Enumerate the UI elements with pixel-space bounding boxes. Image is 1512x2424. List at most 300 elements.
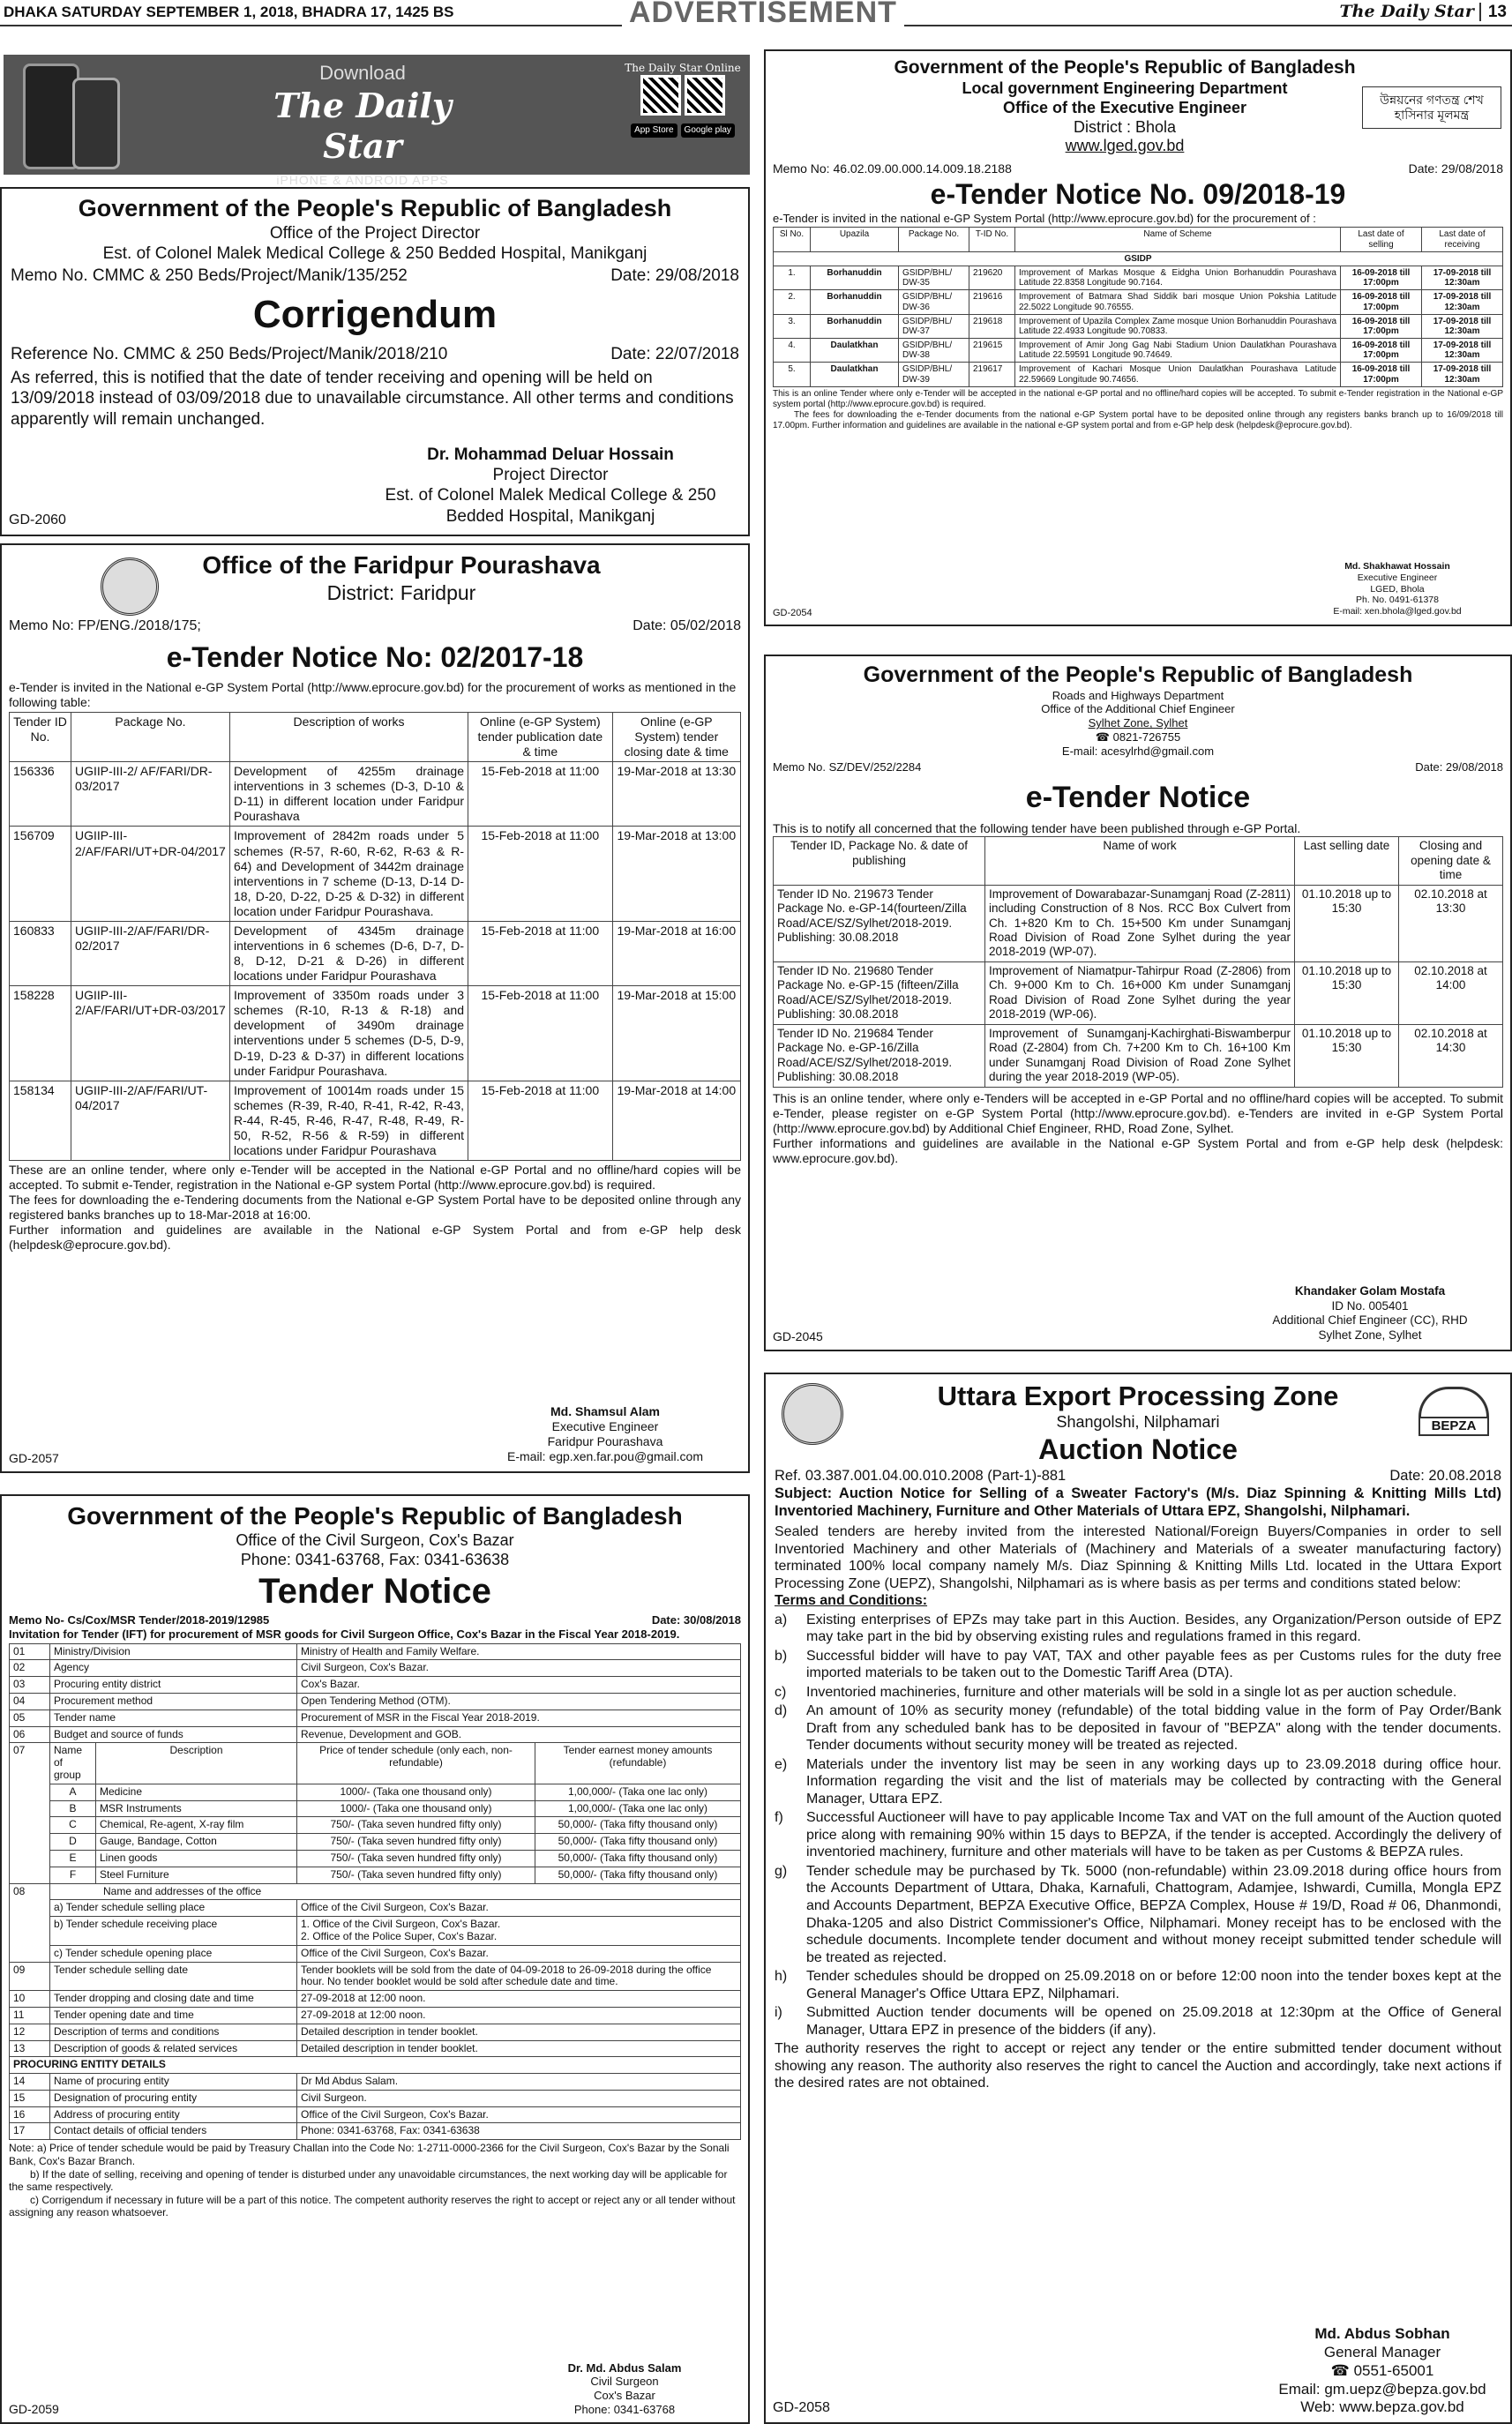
cell: 02 — [10, 1660, 50, 1677]
cell: Improvement of Batmara Shad Siddik bari mosque Union Pokshia Latitude 22.5022 Longitude 90.76555. — [1015, 290, 1341, 314]
memo-date: Date: 30/08/2018 — [651, 1612, 741, 1627]
signatory-org: Faridpur Pourashava — [547, 1433, 663, 1448]
header-cell: T-ID No. — [969, 228, 1015, 251]
notice-title: e-Tender Notice No. 09/2018-19 — [930, 177, 1346, 210]
table-row — [10, 2040, 741, 2057]
cell: 219615 — [969, 339, 1015, 363]
cell: 02.10.2018 at 14:00 — [1399, 961, 1503, 1024]
table-row — [10, 1945, 741, 1962]
cell: 14 — [10, 2074, 50, 2091]
cell: Description of terms and conditions — [50, 2024, 297, 2040]
reference-date: Date: 22/07/2018 — [610, 345, 739, 364]
memo-date: Date: 05/02/2018 — [632, 618, 741, 634]
logo-label: BEPZA — [1418, 1417, 1489, 1436]
cell: 16-09-2018 till 17:00pm — [1341, 363, 1422, 386]
google-play-badge[interactable]: Google play — [681, 123, 735, 138]
cell: 27-09-2018 at 12:00 noon. — [297, 2007, 741, 2024]
cell: 160833 — [10, 921, 71, 985]
cell: Chemical, Re-agent, X-ray film — [96, 1817, 297, 1834]
table-row — [10, 827, 741, 921]
list-item — [775, 1968, 1501, 2002]
list-item — [775, 1684, 1501, 1702]
item-marker: h) — [775, 1969, 788, 1985]
table-row — [10, 1817, 741, 1834]
ad-subheading: Phone: 0341-63768, Fax: 0341-63638 — [240, 1551, 510, 1569]
gd-code: GD-2054 — [773, 607, 812, 618]
cell: 50,000/- (Taka fifty thousand only) — [535, 1867, 741, 1883]
cell: Ministry/Division — [50, 1643, 297, 1660]
table-row — [10, 1834, 741, 1851]
list-item — [775, 1702, 1501, 1754]
table-row — [10, 2024, 741, 2040]
cell: 219616 — [969, 290, 1015, 314]
table-row — [10, 1800, 741, 1817]
list-item — [775, 1612, 1501, 1646]
header-cell: Package No. — [899, 228, 969, 251]
cell: Improvement of Upazila Complex Zame mosque Union Borhanuddin Pourashava Latitude 22.4933 Longitude 90.70833. — [1015, 314, 1341, 338]
coxs-bazar-tender-ad — [0, 1494, 750, 2424]
table-header — [774, 837, 1503, 885]
cell: Tender name — [50, 1710, 297, 1726]
cell: Civil Surgeon, Cox's Bazar. — [297, 1660, 741, 1677]
cell: Phone: 0341-63768, Fax: 0341-63638 — [297, 2123, 741, 2140]
ad-subheading: Shangolshi, Nilphamari — [1056, 1412, 1220, 1431]
cell: Steel Furniture — [96, 1867, 297, 1883]
item-marker: a) — [775, 1612, 788, 1627]
cell: Detailed description in tender booklet. — [297, 2024, 741, 2040]
table-row — [10, 986, 741, 1081]
table-row — [10, 921, 741, 985]
table-row — [10, 1643, 741, 1660]
ad-subheading: Office of the Additional Chief Engineer — [1041, 702, 1235, 716]
header-cell: Package No. — [71, 712, 230, 761]
item-text: Inventoried machineries, furniture and other materials will be sold in a single lot as per auction schedule. — [806, 1684, 1457, 1700]
signatory-name: Dr. Mohammad Deluar Hossain — [427, 445, 674, 464]
cell: 15-Feb-2018 at 11:00 — [468, 827, 613, 921]
cell: Name and addresses of the office — [50, 1883, 741, 1900]
notice-title: Tender Notice — [258, 1572, 491, 1612]
signatory-name: Khandaker Golam Mostafa — [1294, 1284, 1446, 1298]
signatory-title: Additional Chief Engineer (CC), RHD — [1272, 1313, 1468, 1328]
cell: 01 — [10, 1643, 50, 1660]
cell: 10 — [10, 1991, 50, 2008]
table-row — [774, 314, 1503, 338]
cell: UGIIP-III-2/AF/FARI/UT+DR-03/2017 — [71, 986, 230, 1081]
table-row — [10, 1660, 741, 1677]
cell: Daulatkhan — [811, 363, 899, 386]
item-marker: g) — [775, 1863, 788, 1879]
signatory-title: General Manager — [1323, 2344, 1441, 2361]
intro-text: e-Tender is invited in the National e-GP System Portal (http://www.eprocure.gov.bd) for the procurement of works as mentioned in the following table: — [9, 679, 737, 709]
cell: 12 — [10, 2024, 50, 2040]
table-row — [774, 251, 1503, 266]
signatory-email[interactable]: Email: gm.uepz@bepza.gov.bd — [1278, 2380, 1486, 2398]
reference-no: Ref. 03.387.001.04.00.010.2008 (Part-1)-881 — [775, 1467, 1067, 1484]
cell: 19-Mar-2018 at 15:00 — [612, 986, 740, 1081]
tender-table — [773, 227, 1503, 386]
cell: E — [50, 1850, 96, 1867]
notice-title: e-Tender Notice No: 02/2017-18 — [166, 640, 584, 673]
platforms-label: iPHONE & ANDROID APPS — [276, 172, 449, 187]
cell: 11 — [10, 2007, 50, 2024]
cell: 1,00,000/- (Taka one lac only) — [535, 1800, 741, 1817]
cell: Contact details of official tenders — [50, 2123, 297, 2140]
body-text: Sealed tenders are hereby invited from the interested National/Foreign Buyers/Companies in order to sell Inventoried Machinery and other Materials of (Machinery and Materials of a sweater manufacturing factory) terminated 100% local company namely M/s. Diaz Spinning & Knitting Mills Ltd. located in the Uttara Export Processing Zone (UEPZ), Shangolshi, Nilphamari as is where basis as per terms and conditions stated below: — [775, 1524, 1501, 1591]
group-label: GSIDP — [774, 251, 1503, 266]
signatory-org: Est. of Colonel Malek Medical College & 250 Bedded Hospital, Manikganj — [385, 486, 716, 526]
faridpur-tender-ad — [0, 543, 750, 1473]
cell: 219617 — [969, 363, 1015, 386]
intro-text: This is to notify all concerned that the following tender have been published through e-GP Portal. — [773, 821, 1301, 836]
header-cell: Tender ID, Package No. & date of publishing — [774, 837, 985, 885]
ad-heading: Government of the People's Republic of Bangladesh — [863, 662, 1413, 687]
signatory-website[interactable]: Web: www.bepza.gov.bd — [1300, 2398, 1464, 2416]
memo-date: Date: 29/08/2018 — [610, 266, 739, 286]
cell: Tender ID No. 219684 Tender Package No. e-GP-16/Zilla Road/ACE/SZ/Sylhet/2018-2019. Publishing: 30.08.2018 — [774, 1024, 985, 1087]
phone-graphic — [23, 64, 79, 169]
cell: 50,000/- (Taka fifty thousand only) — [535, 1817, 741, 1834]
cell: 15-Feb-2018 at 11:00 — [468, 1081, 613, 1160]
cell: 50,000/- (Taka fifty thousand only) — [535, 1850, 741, 1867]
intro-text: e-Tender is invited in the national e-GP System Portal (http://www.eprocure.gov.bd) for the procurement of : — [773, 211, 1316, 225]
tender-table — [9, 712, 741, 1161]
cell: 16-09-2018 till 17:00pm — [1341, 314, 1422, 338]
cell: 07 — [10, 1743, 50, 1883]
gd-code: GD-2060 — [9, 512, 66, 528]
cell: 19-Mar-2018 at 14:00 — [612, 1081, 740, 1160]
cell: 15-Feb-2018 at 11:00 — [468, 986, 613, 1081]
brand-logo: The Daily Star — [273, 85, 452, 167]
cell: 750/- (Taka seven hundred fifty only) — [297, 1817, 535, 1834]
table-row — [10, 2074, 741, 2091]
phone-graphic-2 — [72, 78, 120, 169]
cell: 02.10.2018 at 13:30 — [1399, 885, 1503, 961]
cell: 19-Mar-2018 at 13:30 — [612, 762, 740, 827]
signatory-title: Civil Surgeon — [590, 2375, 659, 2389]
cell: 16-09-2018 till 17:00pm — [1341, 266, 1422, 289]
cell: Detailed description in tender booklet. — [297, 2040, 741, 2057]
signatory-org: LGED, Bhola — [1370, 583, 1425, 595]
signatory-title: Project Director — [492, 466, 609, 485]
gd-code: GD-2045 — [773, 1328, 823, 1343]
table-row — [10, 1900, 741, 1917]
cell: Borhanuddin — [811, 266, 899, 289]
bepza-logo — [1418, 1387, 1489, 1436]
header-cell: Last date of receiving — [1422, 228, 1503, 251]
ad-heading: Government of the People's Republic of Bangladesh — [78, 195, 672, 221]
ad-subheading: Office of the Civil Surgeon, Cox's Bazar — [236, 1531, 514, 1550]
cell: GSIDP/BHL/ DW-36 — [899, 290, 969, 314]
cell: 750/- (Taka seven hundred fifty only) — [297, 1850, 535, 1867]
cell: 16 — [10, 2106, 50, 2123]
ad-subheading: Office of the Executive Engineer — [1002, 98, 1247, 116]
cell: Improvement of Amir Jong Gag Nabi Stadium Union Daulatkhan Pourashava Latitude 22.59591 Longitude 90.74649. — [1015, 339, 1341, 363]
cell: Civil Surgeon. — [297, 2090, 741, 2106]
cell: 17 — [10, 2123, 50, 2140]
item-text: Successful Auctioneer will have to pay applicable Income Tax and VAT on the full amount of the Auction quoted price along with remaining 90% within 15 days to BEPZA, if the tender is accepted. Accordingly the delivery of inventoried machinery, furniture and other materials will have to be taken as per Customs & BEPZA rules. — [806, 1810, 1501, 1860]
cell: 06 — [10, 1726, 50, 1743]
signatory-org: Sylhet Zone, Sylhet — [1318, 1328, 1422, 1342]
memo-date: Date: 20.08.2018 — [1389, 1467, 1501, 1484]
dateline: DHAKA SATURDAY SEPTEMBER 1, 2018, BHADRA 17, 1425 BS — [4, 4, 454, 20]
cell: Linen goods — [96, 1850, 297, 1867]
memo-no: Memo No- Cs/Cox/MSR Tender/2018-2019/12985 — [9, 1612, 270, 1627]
cell: 01.10.2018 up to 15:30 — [1295, 885, 1399, 961]
cell: Improvement of Markas Mosque & Eidgha Union Borhanuddin Pourashava Latitude 22.8358 Longitude 90.7164. — [1015, 266, 1341, 289]
cell: Tender ID No. 219673 Tender Package No. e-GP-14(fourteen/Zilla Road/ACE/SZ/Sylhet/2018-2019. Publishing: 30.08.2018 — [774, 885, 985, 961]
item-text: Materials under the inventory list may be seen in any working days up to 23.09.2018 during office hour. Information regarding the visit and the list of materials may be collected by contracting with the General Manager, Uttara EPZ. — [806, 1756, 1501, 1807]
ad-subheading: Roads and Highways Department — [1052, 688, 1224, 702]
memo-no: Memo No: FP/ENG./2018/175; — [9, 618, 201, 634]
table-row — [10, 762, 741, 827]
cell: 50,000/- (Taka fifty thousand only) — [535, 1834, 741, 1851]
cell: D — [50, 1834, 96, 1851]
cell: Address of procuring entity — [50, 2106, 297, 2123]
cell: 17-09-2018 till 12:30am — [1422, 339, 1503, 363]
cell: Improvement of 3350m roads under 3 schemes (R-10, R-13 & R-18) and development of 3490m drainage interventions under 5 schemes (D-5, D-9, D-19, D-23 & D-37) in different locations under Faridpur Pourashava. — [230, 986, 468, 1081]
item-text: Successful bidder will have to pay VAT, TAX and other payable fees as per Customs rules for the duty free imported materials to be taken out to the Domestic Tariff Area (DTA). — [806, 1648, 1501, 1681]
list-item — [775, 1809, 1501, 1861]
ad-heading: Government of the People's Republic of Bangladesh — [67, 1502, 683, 1530]
cell: F — [50, 1867, 96, 1883]
uttara-epz-auction-ad — [764, 1373, 1512, 2424]
header-cell: Name of Scheme — [1015, 228, 1341, 251]
cell: UGIIP-III-2/AF/FARI/UT-04/2017 — [71, 1081, 230, 1160]
cell: Office of the Civil Surgeon, Cox's Bazar. — [297, 1900, 741, 1917]
cell: 17-09-2018 till 12:30am — [1422, 290, 1503, 314]
ad-subheading: Est. of Colonel Malek Medical College & 250 Bedded Hospital, Manikganj — [102, 244, 647, 264]
paper-name: The Daily Star — [1339, 2, 1474, 21]
cell: 1. — [774, 266, 811, 289]
list-item — [775, 2004, 1501, 2039]
cell: Agency — [50, 1660, 297, 1677]
table-row — [10, 1784, 741, 1800]
cell: 15 — [10, 2090, 50, 2106]
ad-subheading: District: Faridpur — [326, 581, 476, 605]
table-row — [10, 1743, 741, 1784]
cell: Procurement method — [50, 1693, 297, 1710]
cell: 1000/- (Taka one thousand only) — [297, 1800, 535, 1817]
cell: Improvement of Dowarabazar-Sunamganj Road (Z-2811) including Construction of 8 Nos. RCC Box Culvert from Ch. 1+820 Km to Ch. 15+500 Km under Sunamganj Road Division of Road Zone Sylhet during the year 2018-2019 (WP-07). — [985, 885, 1295, 961]
government-seal-icon — [782, 1383, 843, 1445]
table-row — [10, 1726, 741, 1743]
item-marker: f) — [775, 1810, 783, 1826]
qr-code-icon — [685, 75, 725, 116]
cell: 3. — [774, 314, 811, 338]
qr-code-icon — [640, 75, 681, 116]
table-row — [774, 266, 1503, 289]
cell: Cox's Bazar. — [297, 1677, 741, 1694]
list-item — [775, 1756, 1501, 1808]
cell: Improvement of 10014m roads under 15 schemes (R-39, R-40, R-41, R-42, R-43, R-44, R-45, R-46, R-47, R-48, R-49, R-50, R-52, R-56 & R-59) in different locations under Faridpur Pourashava — [230, 1081, 468, 1160]
cell: 1000/- (Taka one thousand only) — [297, 1784, 535, 1800]
ad-subheading: Local government Engineering Department — [962, 79, 1288, 97]
closing-text: The authority reserves the right to accept or reject any tender or the entire submitted tender document without showing any reason. The authority also reserves the right to cancel the Auction and accordingly, take next actions if the desired rates are not obtained. — [775, 2041, 1501, 2091]
cell: Gauge, Bandage, Cotton — [96, 1834, 297, 1851]
item-text: Submitted Auction tender documents will be opened on 25.09.2018 at 12:30pm at the Office of General Manager, Uttara EPZ in presence of the bidders (if any). — [806, 2005, 1501, 2038]
cell — [297, 1917, 741, 1946]
cell: b) Tender schedule receiving place — [50, 1917, 297, 1946]
invitation-text: Invitation for Tender (IFT) for procurement of MSR goods for Civil Surgeon Office, Cox's Bazar in the Fiscal Year 2018-2019. — [9, 1627, 680, 1641]
header-cell: Price of tender schedule (only each, non-refundable) — [297, 1743, 535, 1784]
cell: A — [50, 1784, 96, 1800]
table-row — [774, 339, 1503, 363]
table-row — [774, 290, 1503, 314]
table-header — [10, 712, 741, 761]
masthead — [0, 0, 1512, 29]
cell: UGIIP-III-2/AF/FARI/DR-02/2017 — [71, 921, 230, 985]
cell: Development of 4255m drainage interventions in 3 schemes (D-3, D-10 & D-11) in different location under Faridpur Pourashava — [230, 762, 468, 827]
cell: Improvement of Kachari Mosque Union Daulatkhan Pourashava Latitude 22.59669 Longitude 90.74656. — [1015, 363, 1341, 386]
contact-phone: 0821-726755 — [1112, 730, 1181, 744]
rhd-sylhet-tender-ad — [764, 655, 1512, 1351]
cell: 15-Feb-2018 at 11:00 — [468, 762, 613, 827]
note-text: c) Corrigendum if necessary in future will be a part of this notice. The competent authority reserves the right to accept or reject any or all tender without assigning any reason whatsoever. — [9, 2193, 736, 2219]
section-header: PROCURING ENTITY DETAILS — [10, 2057, 741, 2074]
item-marker: c) — [775, 1684, 787, 1700]
corrigendum-ad — [0, 187, 750, 536]
contact-email: E-mail: acesylrhd@gmail.com — [1061, 744, 1215, 758]
reference-no: Reference No. CMMC & 250 Beds/Project/Manik/2018/210 — [11, 345, 448, 364]
gd-code: GD-2057 — [9, 1450, 59, 1465]
cell: 17-09-2018 till 12:30am — [1422, 314, 1503, 338]
table-row — [10, 1962, 741, 1991]
notice-title: e-Tender Notice — [1025, 780, 1251, 814]
note-text: Further informations and guidelines are available in the National e-GP System Portal and from e-GP help desk (helpdesk: www.eprocure.gov.bd). — [773, 1135, 1503, 1166]
tender-table — [773, 836, 1503, 1088]
memo-no: Memo No. CMMC & 250 Beds/Project/Manik/135/252 — [11, 266, 408, 286]
lged-bhola-tender-ad — [764, 49, 1512, 626]
cell-line: 2. Office of the Police Super, Cox's Bazar. — [301, 1929, 498, 1942]
cell: Office of the Civil Surgeon, Cox's Bazar. — [297, 2106, 741, 2123]
cell: 15-Feb-2018 at 11:00 — [468, 921, 613, 985]
header-cell: Tender earnest money amounts (refundable) — [535, 1743, 741, 1784]
table-row — [774, 885, 1503, 961]
cell: 01.10.2018 up to 15:30 — [1295, 1024, 1399, 1087]
header-cell: Name of group — [50, 1743, 96, 1784]
ad-heading: Uttara Export Processing Zone — [937, 1380, 1339, 1411]
header-cell: Online (e-GP System) tender closing date & time — [612, 712, 740, 761]
table-row — [10, 2090, 741, 2106]
table-row — [10, 1850, 741, 1867]
page-number: 13 — [1479, 3, 1507, 21]
online-label: The Daily Star Online — [625, 62, 741, 74]
header-cell: Last selling date — [1295, 837, 1399, 885]
cell: Procuring entity district — [50, 1677, 297, 1694]
cell: 02.10.2018 at 14:30 — [1399, 1024, 1503, 1087]
phone-icon: ☎ — [1330, 2361, 1350, 2379]
cell: 13 — [10, 2040, 50, 2057]
cell: 156336 — [10, 762, 71, 827]
app-download-ad[interactable] — [4, 55, 750, 187]
header-cell: Online (e-GP System) tender publication date & time — [468, 712, 613, 761]
header-cell: Description — [96, 1743, 297, 1784]
cell: Medicine — [96, 1784, 297, 1800]
terms-list — [775, 1612, 1501, 2039]
cell: 4. — [774, 339, 811, 363]
signatory-name: Md. Shakhawat Hossain — [1344, 561, 1450, 572]
item-marker: b) — [775, 1648, 788, 1664]
cell: Tender booklets will be sold from the date of 04-09-2018 to 26-09-2018 during the office hour. No tender booklet would be sold after schedule date and time. — [297, 1962, 741, 1991]
cell: 04 — [10, 1693, 50, 1710]
app-store-badge[interactable]: App Store — [631, 123, 677, 138]
cell: 2. — [774, 290, 811, 314]
cell: 01.10.2018 up to 15:30 — [1295, 961, 1399, 1024]
pourashava-emblem-icon — [101, 557, 159, 616]
cell: 219620 — [969, 266, 1015, 289]
header-cell: Closing and opening date & time — [1399, 837, 1503, 885]
item-marker: e) — [775, 1756, 788, 1772]
cell: B — [50, 1800, 96, 1817]
table-row — [774, 1024, 1503, 1087]
cell: Borhanuddin — [811, 290, 899, 314]
cell: GSIDP/BHL/ DW-38 — [899, 339, 969, 363]
note-text: Further information and guidelines are available in the National e-GP System Portal and from e-GP help desk (helpdesk@eprocure.gov.bd). — [9, 1223, 741, 1253]
signatory-name: Md. Shamsul Alam — [550, 1403, 660, 1418]
cell: 27-09-2018 at 12:00 noon. — [297, 1991, 741, 2008]
cell: GSIDP/BHL/ DW-35 — [899, 266, 969, 289]
table-row — [10, 2123, 741, 2140]
list-item — [775, 1648, 1501, 1682]
item-text: Existing enterprises of EPZs may take part in this Auction. Besides, any Organization/Person outside of EPZ may take part in the bid by observing existing rules and regulations framed in this regard. — [806, 1612, 1501, 1645]
cell: 750/- (Taka seven hundred fifty only) — [297, 1867, 535, 1883]
notice-title: Corrigendum — [252, 293, 498, 337]
ad-heading: Office of the Faridpur Pourashava — [202, 551, 601, 579]
item-text: An amount of 10% as security money (refundable) of the total bidding value in the form of Pay Order/Bank Draft from any scheduled bank has to be deposited in favour of "BEPZA" along with the tender documents. Tender documents without security money will be treated as rejected. — [806, 1703, 1501, 1754]
note-text: Note: a) Price of tender schedule would be paid by Treasury Challan into the Code No: 1-2711-0000-2366 for the Civil Surgeon, Cox's Bazar by the Sonali Bank, Cox's Bazar Branch. — [9, 2142, 730, 2167]
memo-no: Memo No: 46.02.09.00.000.14.009.18.2188 — [773, 161, 1012, 176]
cell: Ministry of Health and Family Welfare. — [297, 1643, 741, 1660]
table-row — [774, 961, 1503, 1024]
cell: 156709 — [10, 827, 71, 921]
table-header — [774, 228, 1503, 251]
cell: MSR Instruments — [96, 1800, 297, 1817]
memo-no: Memo No. SZ/DEV/252/2284 — [773, 759, 922, 774]
cell: Name of procuring entity — [50, 2074, 297, 2091]
table-row — [10, 2057, 741, 2074]
memo-date: Date: 29/08/2018 — [1408, 161, 1503, 176]
table-row — [10, 2106, 741, 2123]
cell: Office of the Civil Surgeon, Cox's Bazar. — [297, 1945, 741, 1962]
cell: Tender schedule selling date — [50, 1962, 297, 1991]
cell: Budget and source of funds — [50, 1726, 297, 1743]
cell: 19-Mar-2018 at 16:00 — [612, 921, 740, 985]
cell: Improvement of Niamatpur-Tahirpur Road (Z-2806) from Ch. 9+000 Km to Ch. 16+000 Km under Sunamganj Road Division of Road Zone Sylhet during the year 2018-2019 (WP-06). — [985, 961, 1295, 1024]
cell: UGIIP-III-2/AF/FARI/UT+DR-04/2017 — [71, 827, 230, 921]
website-link[interactable]: www.lged.gov.bd — [1065, 137, 1185, 155]
header-cell: Description of works — [230, 712, 468, 761]
cell: Description of goods & related services — [50, 2040, 297, 2057]
note-text: This is an online Tender where only e-Tender will be accepted in the national e-GP portal and no offline/hard copies will be accepted. To submit e-Tender registration in the National e-GP system portal (http://www.eprocure.gov.bd) is required. — [773, 388, 1503, 410]
signatory-org: Cox's Bazar — [594, 2389, 655, 2403]
cell: 08 — [10, 1883, 50, 1962]
cell: UGIIP-III-2/ AF/FARI/DR-03/2017 — [71, 762, 230, 827]
cell: 750/- (Taka seven hundred fifty only) — [297, 1834, 535, 1851]
subject-line: Subject: Auction Notice for Selling of a Sweater Factory's (M/s. Diaz Spinning & Knitting Mills Ltd) Inventoried Machinery, Furniture and Other Materials of Uttara EPZ, Shangolshi, Nilphamari. — [775, 1485, 1501, 1520]
note-text: The fees for downloading the e-Tendering documents from the National e-GP System Portal have to be deposited online through any registered banks branches up to 18-Mar-2018 at 16:00. — [9, 1193, 741, 1223]
phone-icon: ☎ — [1095, 730, 1110, 744]
cell: 03 — [10, 1677, 50, 1694]
cell: Improvement of Sunamganj-Kachirghati-Biswamberpur Road (Z-2804) from Ch. 7+200 Km to Ch. 16+100 Km under Sunamganj Road Division of Road Zone Sylhet during the year 2018-2019 (WP-05). — [985, 1024, 1295, 1087]
header-cell: Tender ID No. — [10, 712, 71, 761]
cell: 158228 — [10, 986, 71, 1081]
item-text: Tender schedule may be purchased by Tk. 5000 (non-refundable) within 23.09.2018 during office hours from the Accounts Department of Uttara, Dhaka, Karnafuli, Chattogram, Adamjee, Ishwardi, Cumilla, Mongla EPZ and Accounts Department, BEPZA Executive Office, BEPZA Complex, House # 19/D, Road # 06, Dhanmondi, Dhaka-1205 and also District Commissioner's Office, Nilphamari. Money receipt has to be enclosed with the schedule documents. Incomplete tender document and without money receipt submitted tender schedule will be treated as rejected. — [806, 1863, 1501, 1965]
info-table — [9, 1643, 741, 2141]
header-cell: Sl No. — [774, 228, 811, 251]
memo-date: Date: 29/08/2018 — [1415, 759, 1503, 774]
cell: 16-09-2018 till 17:00pm — [1341, 339, 1422, 363]
list-item — [775, 1863, 1501, 1966]
